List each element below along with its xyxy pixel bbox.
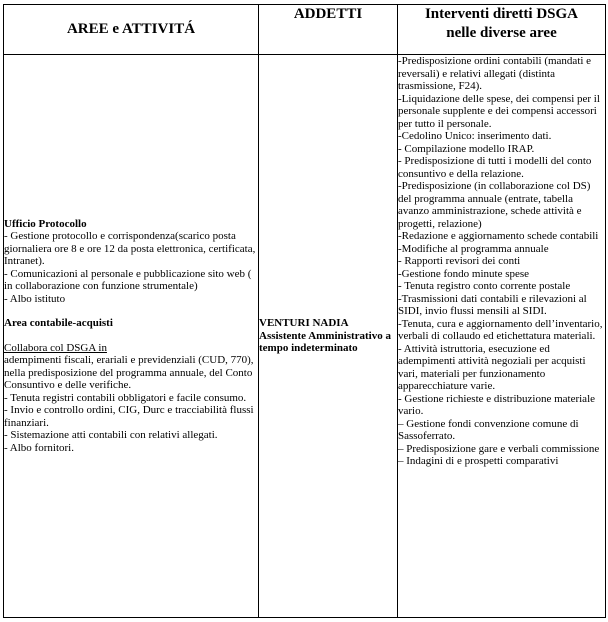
dsga-item: -Gestione fondo minute spese [398, 267, 530, 280]
body-row [4, 55, 606, 618]
accounting-item: - Invio e controllo ordini, CIG, Durc e tracciabilità flussi finanziari. [4, 404, 254, 429]
dsga-item: -Trasmissioni dati contabili e rilevazioni al SIDI, invio flussi mensili al SIDI. [398, 292, 587, 317]
header-row [4, 5, 606, 55]
dsga-item: -Tenuta, cura e aggiornamento dell’inventario, verbali di collaudo ed etichettatura materiali. [398, 317, 603, 342]
dsga-item: -Cedolino Unico: inserimento dati. [398, 130, 552, 142]
header-dsga [398, 5, 606, 55]
dsga-item: - Tenuta registro conto corrente postale [398, 280, 571, 292]
header-staff: ADDETTI [259, 5, 398, 55]
dsga-item: - Attività istruttoria, esecuzione ed adempimenti attività negoziali per acquisti vari, materiali per funzionamento apparecchiature varie. [398, 342, 586, 392]
header-dsga-line1: Interventi diretti DSGA [424, 6, 579, 22]
protocol-item: - Albo istituto [4, 292, 66, 305]
areas-cell [4, 55, 259, 618]
dsga-item: – Predisposizione gare e verbali commissione [398, 442, 600, 455]
staff-name: VENTURI NADIA [259, 317, 349, 330]
dsga-item: -Redazione e aggiornamento schede contabili [398, 230, 599, 242]
dsga-cell [398, 55, 606, 618]
dsga-item: - Gestione richieste e distribuzione materiale vario. [398, 392, 596, 417]
accounting-title: Area contabile-acquisti [4, 317, 113, 330]
dsga-item: – Gestione fondi convenzione comune di Sassoferrato. [398, 417, 579, 442]
protocol-item: - Gestione protocollo e corrispondenza(scarico posta giornaliera ore 8 e ore 12 da posta elettronica, certificata, Intranet). [4, 230, 256, 268]
collab-underlined: Collabora col DSGA in [4, 341, 107, 354]
staff-role: Assistente Amministrativo a tempo indeterminato [259, 329, 391, 355]
accounting-item: - Sistemazione atti contabili con relativi allegati. [4, 429, 218, 442]
header-areas: AREE e ATTIVITÁ [4, 5, 259, 55]
dsga-item: -Liquidazione delle spese, dei compensi per il personale supplente e dei compensi accessori per tutto il personale. [398, 92, 600, 130]
protocol-item: - Comunicazioni al personale e pubblicazione sito web ( in collaborazione con funzione strumentale) [4, 267, 252, 293]
dsga-item: -Predisposizione ordini contabili (mandati e reversali) e relativi allegati (distinta trasmissione, F24). [398, 55, 592, 92]
spacer [4, 305, 258, 317]
staff-cell [259, 55, 398, 618]
dsga-item: -Modifiche al programma annuale [398, 242, 549, 255]
protocol-title: Ufficio Protocollo [4, 217, 87, 230]
dsga-item: -Predisposizione (in collaborazione col DS) del programma annuale (entrate, tabella avanzo amministrazione, schede attività e progetti, relazione) [398, 180, 591, 230]
duties-table [3, 4, 606, 618]
dsga-item: - Rapporti revisori dei conti [398, 255, 521, 267]
spacer [4, 330, 258, 342]
dsga-item: – Indagini di e prospetti comparativi [398, 455, 559, 467]
accounting-item: - Tenuta registri contabili obbligatori e facile consumo. [4, 391, 247, 404]
dsga-item: - Compilazione modello IRAP. [398, 142, 535, 155]
collab-text: adempimenti fiscali, erariali e previdenziali (CUD, 770), nella predisposizione del programma annuale, del Conto Consuntivo e delle verifiche. [4, 354, 254, 392]
accounting-item: - Albo fornitori. [4, 441, 74, 454]
dsga-item: - Predisposizione di tutti i modelli del conto consuntivo e della relazione. [398, 155, 592, 180]
header-dsga-line2: nelle diverse aree [446, 25, 557, 41]
